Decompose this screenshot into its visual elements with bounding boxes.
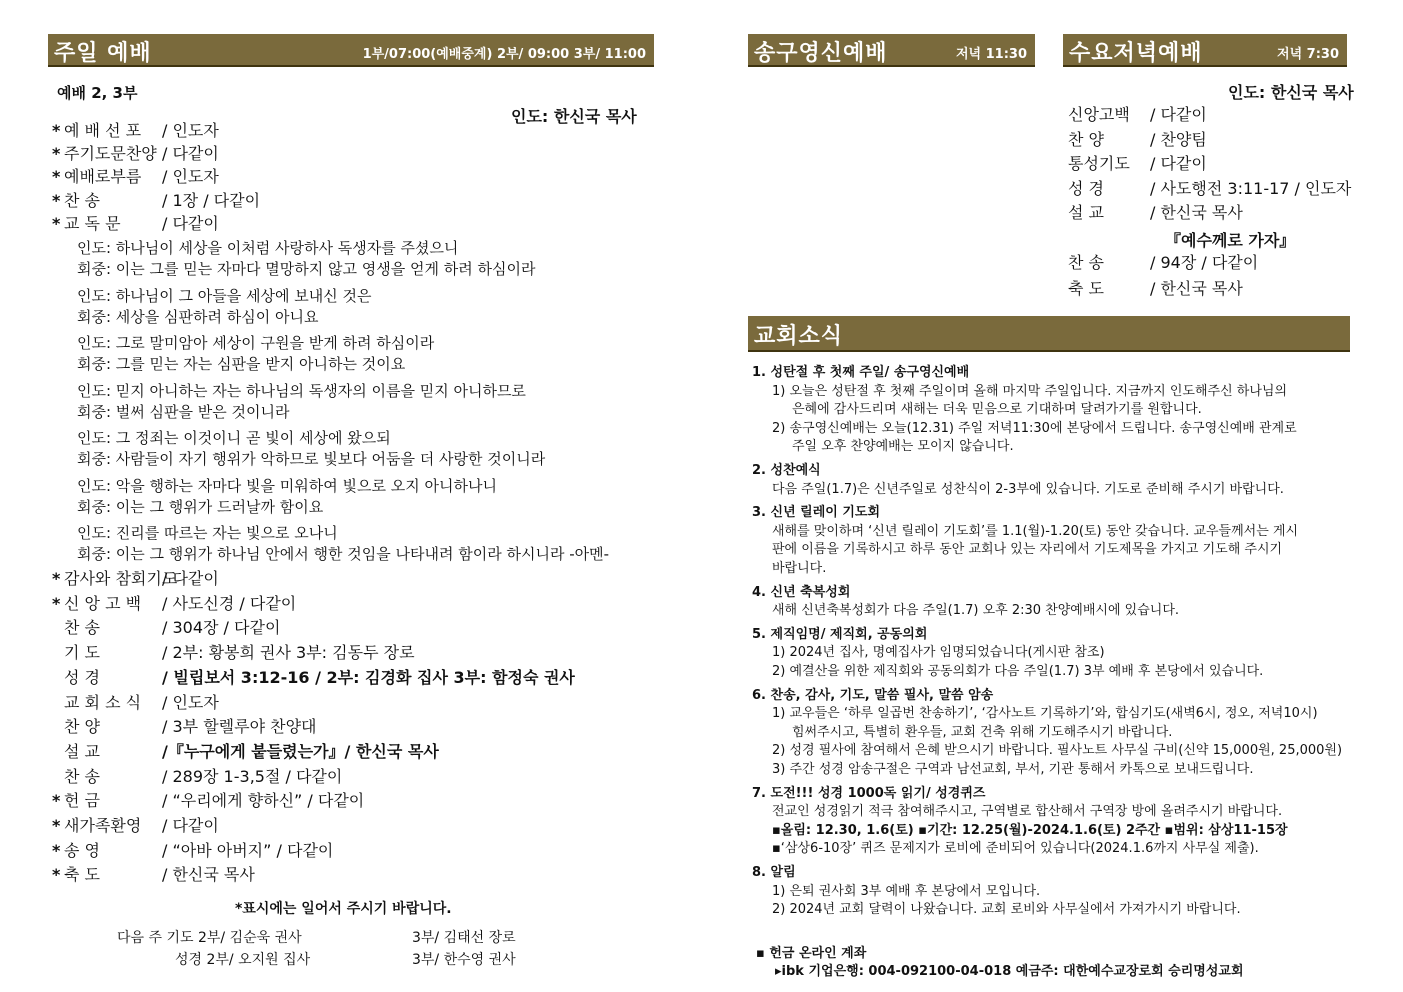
- order-row: [52, 815, 219, 837]
- news-heading: 8. 알림: [752, 865, 796, 880]
- order-row: [1068, 153, 1207, 175]
- order-row: [52, 568, 219, 590]
- order-value: / 인도자: [162, 121, 219, 140]
- standing-mark: *: [52, 791, 61, 811]
- news-line: 전교인 성경읽기 적극 참여해주시고, 구역별로 합산해서 구역장 방에 올려주시기 바랍니다.: [772, 804, 1283, 820]
- order-value: / “우리에게 향하신” / 다같이: [162, 791, 365, 811]
- news-heading: 1. 성탄절 후 첫째 주일/ 송구영신예배: [752, 365, 970, 380]
- news-line: ▪‘삼상6-10장’ 퀴즈 문제지가 로비에 준비되어 있습니다(2024.1.6까지 사무실 제출).: [772, 841, 1259, 857]
- order-label: 설 교: [1068, 203, 1104, 222]
- order-label: 신앙고백: [1068, 105, 1130, 124]
- sunday-subtitle: 예배 2, 3부: [57, 84, 138, 102]
- order-row: [52, 716, 316, 738]
- order-value: / 3부 할렐루야 찬양대: [162, 717, 317, 737]
- leader-line: 인도: 믿지 아니하는 자는 하나님의 독생자의 이름을 믿지 아니하므로: [77, 381, 526, 400]
- next-prayer: 다음 주 기도 2부/ 김순욱 권사: [117, 930, 302, 946]
- news-heading: 2. 성찬예식: [752, 463, 821, 478]
- order-label: 성 경: [1068, 178, 1104, 198]
- news-title: 교회소식: [754, 324, 844, 349]
- order-label: 예 배 선 포: [64, 121, 142, 140]
- standing-mark: *: [52, 865, 61, 885]
- order-row: [52, 692, 219, 714]
- order-value: / 94장 / 다같이: [1150, 253, 1259, 272]
- congregation-line: 회중: 사람들이 자기 행위가 악하므로 빛보다 어둠을 더 사랑한 것이니라: [77, 450, 546, 468]
- order-value: / 인도자: [162, 692, 219, 712]
- order-row: [52, 667, 575, 689]
- news-header: [748, 316, 1350, 352]
- order-label: 찬 송: [64, 766, 100, 786]
- order-value: / 한신국 목사: [162, 865, 255, 885]
- order-value: / 다같이: [1150, 154, 1207, 173]
- order-value: / 다같이: [1150, 105, 1207, 124]
- order-value: / 다같이: [162, 213, 219, 233]
- order-label: 헌 금: [64, 791, 100, 811]
- news-line: 2) 송구영신예배는 오늘(12.31) 주일 저녁11:30에 본당에서 드립니다. 송구영신예배 관계로: [772, 420, 1297, 436]
- news-heading: 6. 찬송, 감사, 기도, 말씀 필사, 말씀 암송: [752, 687, 994, 703]
- farewell-header: [748, 34, 1035, 67]
- order-label: 찬 송: [64, 190, 100, 210]
- order-row: [52, 617, 280, 639]
- sunday-leader: 인도: 한신국 목사: [511, 107, 637, 126]
- order-value: / “아바 아버지” / 다같이: [162, 840, 334, 860]
- wednesday-title: 수요저녁예배: [1069, 41, 1203, 66]
- news-line: 1) 교우들은 ‘하루 일곱번 찬송하기’, ‘감사노트 기록하기’와, 합심기도(새벽6시, 정오, 저녁10시): [772, 706, 1318, 722]
- farewell-title: 송구영신예배: [754, 41, 888, 66]
- order-row: [1068, 178, 1351, 200]
- order-row: [52, 864, 255, 886]
- news-line: 3) 주간 성경 암송구절은 구역과 남선교회, 부서, 기관 통해서 카톡으로 보내드립니다.: [772, 762, 1254, 777]
- leader-line: 인도: 하나님이 세상을 이처럼 사랑하사 독생자를 주셨으니: [77, 239, 459, 257]
- order-row: [1068, 202, 1243, 224]
- order-value: / 다같이: [162, 144, 219, 164]
- order-label: 감사와 참회기도: [64, 569, 178, 588]
- order-row: [52, 120, 219, 142]
- order-value: / 사도신경 / 다같이: [162, 593, 297, 613]
- news-line: 1) 은퇴 권사회 3부 예배 후 본당에서 모입니다.: [772, 883, 1041, 899]
- order-label: 찬 양: [1068, 129, 1104, 149]
- order-value: / 한신국 목사: [1150, 203, 1243, 222]
- order-value: / 빌립보서 3:12-16 / 2부: 김경화 집사 3부: 함정숙 권사: [162, 667, 575, 687]
- order-label: 축 도: [1068, 278, 1104, 298]
- order-label: 주기도문찬양: [64, 144, 157, 164]
- order-label: 통성기도: [1068, 154, 1130, 173]
- order-value: / 다같이: [162, 816, 219, 835]
- wednesday-header: [1063, 34, 1347, 67]
- news-line: 2) 성경 필사에 참여해서 은혜 받으시기 바랍니다. 필사노트 사무실 구비(신약 15,000원, 25,000원): [772, 743, 1343, 759]
- standing-mark: *: [52, 569, 61, 588]
- order-value: / 다같이: [162, 569, 219, 588]
- order-row: [52, 213, 219, 235]
- leader-line: 인도: 하나님이 그 아들을 세상에 보내신 것은: [77, 286, 372, 305]
- standing-mark: *: [52, 816, 61, 835]
- order-value: / 289장 1-3,5절 / 다같이: [162, 766, 343, 786]
- order-row: [52, 143, 219, 165]
- leader-line: 인도: 그로 말미암아 세상이 구원을 받게 하려 하심이라: [77, 334, 435, 352]
- order-value: / 한신국 목사: [1150, 278, 1243, 298]
- news-heading: 3. 신년 릴레이 기도회: [752, 505, 881, 521]
- congregation-line: 회중: 이는 그를 믿는 자마다 멸망하지 않고 영생을 얻게 하려 하심이라: [77, 260, 536, 278]
- news-line: 새해를 맞이하며 ‘신년 릴레이 기도회’를 1.1(월)-1.20(토) 동안 갖습니다. 교우들께서는 게시: [772, 523, 1299, 539]
- order-value: / 사도행전 3:11-17 / 인도자: [1150, 178, 1352, 198]
- order-label: 교 회 소 식: [64, 692, 142, 712]
- news-heading: 5. 제직임명/ 제직회, 공동의회: [752, 626, 928, 642]
- congregation-line: 회중: 벌써 심판을 받은 것이니라: [77, 402, 290, 421]
- order-value: / 찬양팀: [1150, 129, 1207, 149]
- offering-account: ▸ibk 기업은행: 004-092100-04-018 예금주: 대한예수교장로회 승리명성교회: [775, 964, 1244, 979]
- leader-line: 인도: 진리를 따르는 자는 빛으로 오나니: [77, 524, 338, 542]
- news-heading: 7. 도전!!! 성경 1000독 읽기/ 성경퀴즈: [752, 785, 986, 801]
- order-label: 신 앙 고 백: [64, 593, 142, 613]
- congregation-line: 회중: 이는 그 행위가 드러날까 함이요: [77, 497, 324, 516]
- order-value: / 304장 / 다같이: [162, 618, 281, 638]
- congregation-line: 회중: 그를 믿는 자는 심판을 받지 아니하는 것이요: [77, 355, 406, 373]
- order-label: 찬 송: [1068, 253, 1104, 272]
- standing-note: *표시에는 일어서 주시기 바랍니다.: [235, 901, 452, 917]
- order-row: [52, 840, 333, 862]
- order-row: [52, 790, 364, 812]
- standing-mark: *: [52, 144, 61, 164]
- leader-line: 인도: 악을 행하는 자마다 빛을 미워하여 빛으로 오지 아니하나니: [77, 476, 497, 495]
- congregation-line: 회중: 세상을 심판하려 하심이 아니요: [77, 307, 319, 326]
- congregation-line: 회중: 이는 그 행위가 하나님 안에서 행한 것임을 나타내려 함이라 하시니라 -아멘-: [77, 545, 610, 563]
- order-label: 찬 송: [64, 618, 100, 638]
- order-row: [1068, 278, 1243, 300]
- order-label: 기 도: [64, 643, 100, 663]
- sunday-title: 주일 예배: [54, 41, 152, 66]
- order-row: [1068, 129, 1207, 151]
- news-line: ▪올림: 12.30, 1.6(토) ▪기간: 12.25(월)-2024.1.6(토) 2주간 ▪범위: 삼상11-15장: [772, 822, 1288, 838]
- order-value: / 1장 / 다같이: [162, 190, 261, 210]
- sunday-times: 1부/07:00(예배중계) 2부/ 09:00 3부/ 11:00: [362, 47, 646, 62]
- order-row: [52, 741, 439, 763]
- order-value: / 2부: 황봉희 권사 3부: 김동두 장로: [162, 643, 415, 663]
- news-line: 주일 오후 찬양예배는 모이지 않습니다.: [792, 439, 1014, 455]
- order-row: [52, 593, 296, 615]
- order-label: 송 영: [64, 840, 100, 860]
- news-line: 은혜에 감사드리며 새해는 더욱 믿음으로 기대하며 달려가기를 원합니다.: [792, 402, 1202, 418]
- order-label: 교 독 문: [64, 213, 121, 233]
- order-value: / 인도자: [162, 167, 219, 187]
- order-label: 찬 양: [64, 717, 100, 737]
- news-line: 판에 이름을 기록하시고 하루 동안 교회나 있는 자리에서 기도제목을 가지고 기도해 주시기: [772, 542, 1283, 558]
- wednesday-time: 저녁 7:30: [1277, 47, 1339, 62]
- order-row: [1068, 252, 1258, 274]
- news-line: 바랍니다.: [772, 561, 827, 576]
- news-line: 2) 2024년 교회 달력이 나왔습니다. 교회 로비와 사무실에서 가져가시기 바랍니다.: [772, 902, 1241, 918]
- next-prayer-3: 3부/ 김태선 장로: [412, 930, 516, 946]
- order-value: /『누구에게 붙들렸는가』/ 한신국 목사: [162, 741, 439, 761]
- order-row: [52, 166, 219, 188]
- news-line: 새해 신년축복성회가 다음 주일(1.7) 오후 2:30 찬양예배시에 있습니다.: [772, 603, 1180, 619]
- order-label: 설 교: [64, 741, 100, 761]
- news-line: 1) 오늘은 성탄절 후 첫째 주일이며 올해 마지막 주일입니다. 지금까지 인도해주신 하나님의: [772, 383, 1288, 399]
- order-label: 축 도: [64, 865, 100, 885]
- standing-mark: *: [52, 840, 61, 860]
- order-label: 예배로부름: [64, 167, 142, 187]
- order-row: [1068, 104, 1207, 126]
- offering-title: ▪ 헌금 온라인 계좌: [756, 946, 867, 961]
- order-label: 새가족환영: [64, 816, 142, 835]
- sunday-header: [48, 34, 654, 67]
- news-line: 힘써주시고, 특별히 환우들, 교회 건축 위해 기도해주시기 바랍니다.: [792, 724, 1173, 740]
- order-row: [52, 190, 260, 212]
- leader-line: 인도: 그 정죄는 이것이니 곧 빛이 세상에 왔으되: [77, 429, 391, 447]
- wednesday-leader: 인도: 한신국 목사: [1228, 83, 1354, 102]
- news-heading: 4. 신년 축복성회: [752, 584, 851, 600]
- next-bible: 성경 2부/ 오지원 집사: [175, 952, 311, 968]
- next-bible-3: 3부/ 한수영 권사: [412, 952, 516, 968]
- standing-mark: *: [52, 213, 61, 233]
- standing-mark: *: [52, 593, 61, 613]
- order-label: 성 경: [64, 667, 100, 687]
- standing-mark: *: [52, 190, 61, 210]
- wednesday-sermon: 『예수께로 가자』: [1165, 231, 1296, 250]
- order-row: [52, 766, 342, 788]
- news-line: 2) 예결산을 위한 제직회와 공동의회가 다음 주일(1.7) 3부 예배 후 본당에서 있습니다.: [772, 664, 1264, 679]
- farewell-time: 저녁 11:30: [955, 47, 1027, 62]
- standing-mark: *: [52, 167, 61, 187]
- news-line: 다음 주일(1.7)은 신년주일로 성찬식이 2-3부에 있습니다. 기도로 준비해 주시기 바랍니다.: [772, 481, 1284, 497]
- news-line: 1) 2024년 집사, 명예집사가 임명되었습니다(게시판 참조): [772, 645, 1105, 661]
- standing-mark: *: [52, 121, 61, 140]
- order-row: [52, 642, 415, 664]
